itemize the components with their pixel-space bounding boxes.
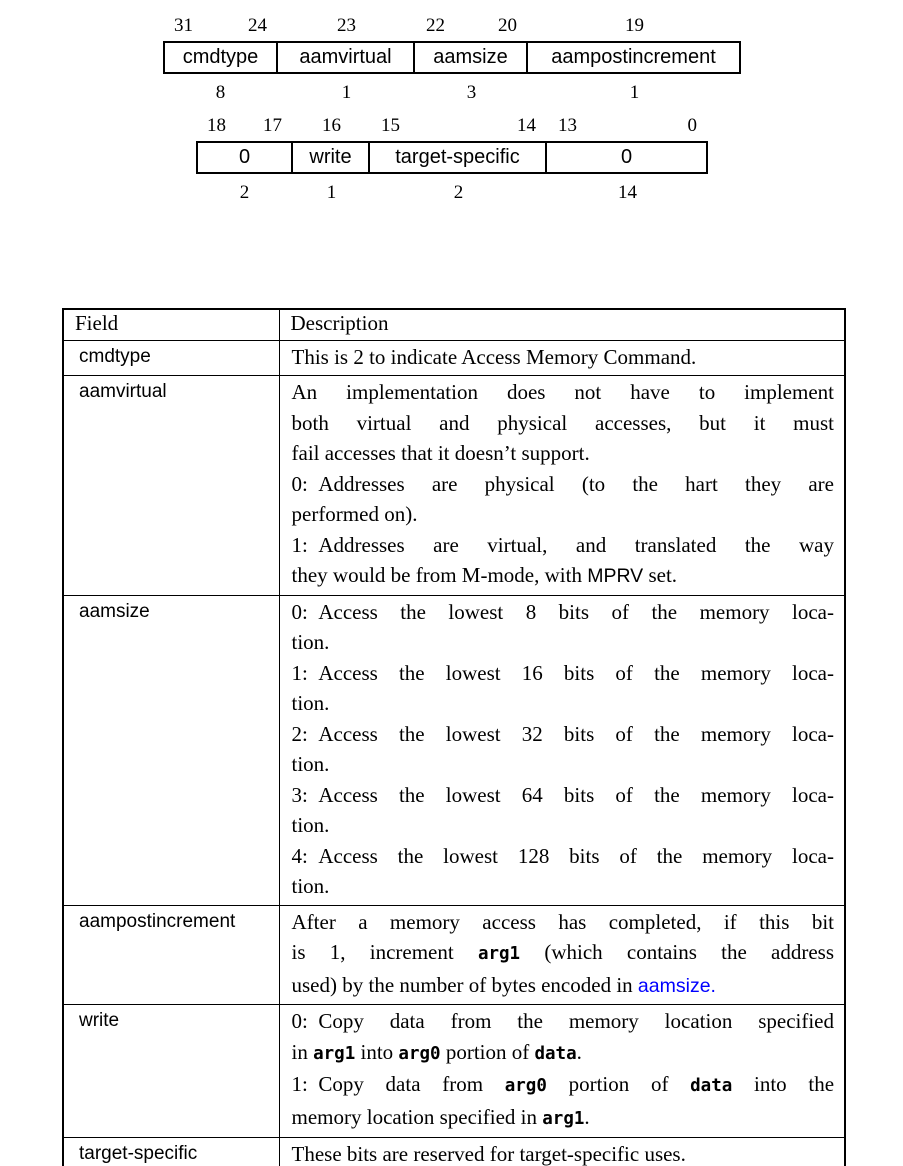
description-line (292, 688, 835, 719)
description-line (292, 627, 835, 658)
description-line (292, 342, 835, 373)
body-text: they would be from M-mode, with (291, 563, 588, 587)
body-text: 4: Access the lowest 128 bits of the memory loca- (291, 843, 834, 868)
body-text: An implementation does not have to implement (291, 380, 834, 404)
body-text: portion of (440, 1039, 535, 1064)
description-column-header: Description (279, 309, 845, 340)
description-line (292, 780, 835, 811)
body-text: 1: Access the lowest 16 bits of the memory loca- (291, 660, 834, 685)
description-line (292, 1102, 835, 1135)
field-description (279, 376, 845, 596)
description-line (292, 1037, 835, 1070)
bitfield-field-zero-18-17 (196, 116, 293, 202)
field-name: aamvirtual (63, 376, 279, 596)
body-text: 0: Addresses are physical (to the hart they are (291, 471, 834, 496)
field-description (279, 1138, 845, 1166)
bit-width-label: 3 (466, 82, 477, 103)
bit-lo-label: 14 (517, 115, 536, 136)
bit-width-label: 2 (453, 182, 464, 203)
description-line (292, 408, 835, 439)
code-text: data (690, 1076, 733, 1096)
field-table-body (63, 340, 845, 1166)
table-row (63, 376, 845, 596)
body-text: in (291, 1039, 314, 1064)
bitfield-field-aampostincrement (528, 16, 741, 102)
body-text: After a memory access has completed, if this bit (291, 909, 834, 934)
bit-hi-label: 31 (174, 15, 193, 36)
field-name: aamsize (63, 595, 279, 905)
description-line (292, 1139, 835, 1166)
body-text: performed on). (291, 502, 418, 526)
body-text: 0: Access the lowest 8 bits of the memory loca- (291, 599, 834, 624)
bitfield-box: aamvirtual (276, 41, 415, 74)
bit-width-label: 1 (326, 182, 337, 203)
table-row (63, 595, 845, 905)
bitfield-row-upper (163, 16, 741, 102)
bit-width-label: 1 (341, 82, 352, 103)
description-line (292, 560, 835, 592)
bit-hi-label: 23 (337, 15, 356, 36)
body-text: tion. (291, 752, 330, 776)
bit-hi-label: 22 (426, 15, 445, 36)
description-line (292, 871, 835, 902)
aamsize-link[interactable]: aamsize. (637, 974, 716, 997)
description-line (292, 719, 835, 750)
bitfield-field-target-specific (370, 116, 547, 202)
field-description (279, 340, 845, 376)
body-text: memory location specified in (291, 1104, 543, 1129)
bitfield-field-zero-13-0 (547, 116, 708, 202)
table-row (63, 1138, 845, 1166)
bit-width-label: 1 (629, 82, 640, 103)
code-text: data (534, 1043, 577, 1064)
bitfield-box: target-specific (368, 141, 547, 174)
description-line (292, 597, 835, 628)
body-text: 1: Addresses are virtual, and translated the way (291, 532, 834, 557)
body-text: is 1, increment (291, 940, 478, 964)
description-line (292, 469, 835, 500)
bit-hi-label: 18 (207, 115, 226, 136)
description-line (292, 1069, 835, 1102)
body-text: into (355, 1039, 399, 1064)
table-row (63, 905, 845, 1005)
body-text: 2: Access the lowest 32 bits of the memory loca- (291, 721, 834, 746)
field-column-header: Field (63, 309, 279, 340)
description-line (292, 841, 835, 872)
field-name: target-specific (63, 1138, 279, 1166)
body-text: These bits are reserved for target-specific uses. (291, 1142, 686, 1166)
bit-lo-label: 20 (498, 15, 517, 36)
bitfield-box: aampostincrement (526, 41, 741, 74)
table-row (63, 340, 845, 376)
bit-width-label: 8 (215, 82, 226, 103)
table-row (63, 1005, 845, 1138)
bit-lo-label: 17 (263, 115, 282, 136)
body-text: used) by the number of bytes encoded in (291, 972, 638, 997)
field-description (279, 905, 845, 1005)
description-line (292, 438, 835, 469)
bit-hi-label: 19 (625, 15, 644, 36)
bitfield-field-cmdtype (163, 16, 278, 102)
description-line (292, 749, 835, 780)
body-text: fail accesses that it doesn’t support. (291, 441, 590, 465)
field-description (279, 595, 845, 905)
bitfield-box: 0 (196, 141, 293, 174)
table-header-row (63, 309, 845, 340)
bitfield-diagram (0, 16, 903, 202)
field-name: write (63, 1005, 279, 1138)
body-text: portion of (546, 1072, 691, 1096)
bit-hi-label: 15 (381, 115, 400, 136)
description-line (292, 907, 835, 938)
body-text: MPRV (587, 565, 644, 587)
body-text: tion. (291, 874, 330, 898)
bitfield-box: 0 (545, 141, 708, 174)
code-text: arg0 (504, 1076, 547, 1096)
description-line (292, 970, 835, 1002)
bit-lo-label: 0 (687, 115, 697, 136)
field-name: aampostincrement (63, 905, 279, 1005)
body-text: 0: Copy data from the memory location specified (291, 1009, 834, 1033)
body-text: . (576, 1039, 582, 1064)
bit-width-label: 14 (618, 182, 637, 203)
body-text: 1: Copy data from (291, 1072, 505, 1096)
bit-width-label: 2 (239, 182, 250, 203)
body-text: . (584, 1104, 590, 1129)
body-text: This is 2 to indicate Access Memory Command. (291, 344, 697, 369)
body-text: tion. (291, 813, 330, 837)
code-text: arg1 (542, 1108, 585, 1129)
bitfield-row-lower (196, 116, 708, 202)
bitfield-field-aamvirtual (278, 16, 415, 102)
description-line (292, 1006, 835, 1037)
bitfield-box: aamsize (413, 41, 528, 74)
body-text: (which contains the address (520, 940, 835, 964)
bitfield-field-write (293, 116, 370, 202)
bit-lo-label: 24 (248, 15, 267, 36)
field-description-table (62, 308, 846, 1166)
body-text: into the (732, 1072, 835, 1096)
body-text: tion. (291, 691, 330, 715)
bitfield-box: cmdtype (163, 41, 278, 74)
bit-hi-label: 16 (322, 115, 341, 136)
description-line (292, 499, 835, 530)
body-text: tion. (291, 630, 330, 654)
code-text: arg1 (477, 944, 521, 964)
body-text: both virtual and physical accesses, but it must (291, 410, 834, 435)
field-name: cmdtype (63, 340, 279, 376)
body-text: set. (643, 563, 678, 587)
description-line (292, 937, 835, 970)
code-text: arg0 (398, 1043, 441, 1064)
description-line (292, 658, 835, 689)
bit-hi-label: 13 (558, 115, 577, 136)
description-line (292, 530, 835, 561)
field-description (279, 1005, 845, 1138)
code-text: arg1 (313, 1043, 356, 1064)
bitfield-field-aamsize (415, 16, 528, 102)
description-line (292, 377, 835, 408)
body-text: 3: Access the lowest 64 bits of the memory loca- (291, 782, 834, 807)
description-line (292, 810, 835, 841)
bitfield-box: write (291, 141, 370, 174)
